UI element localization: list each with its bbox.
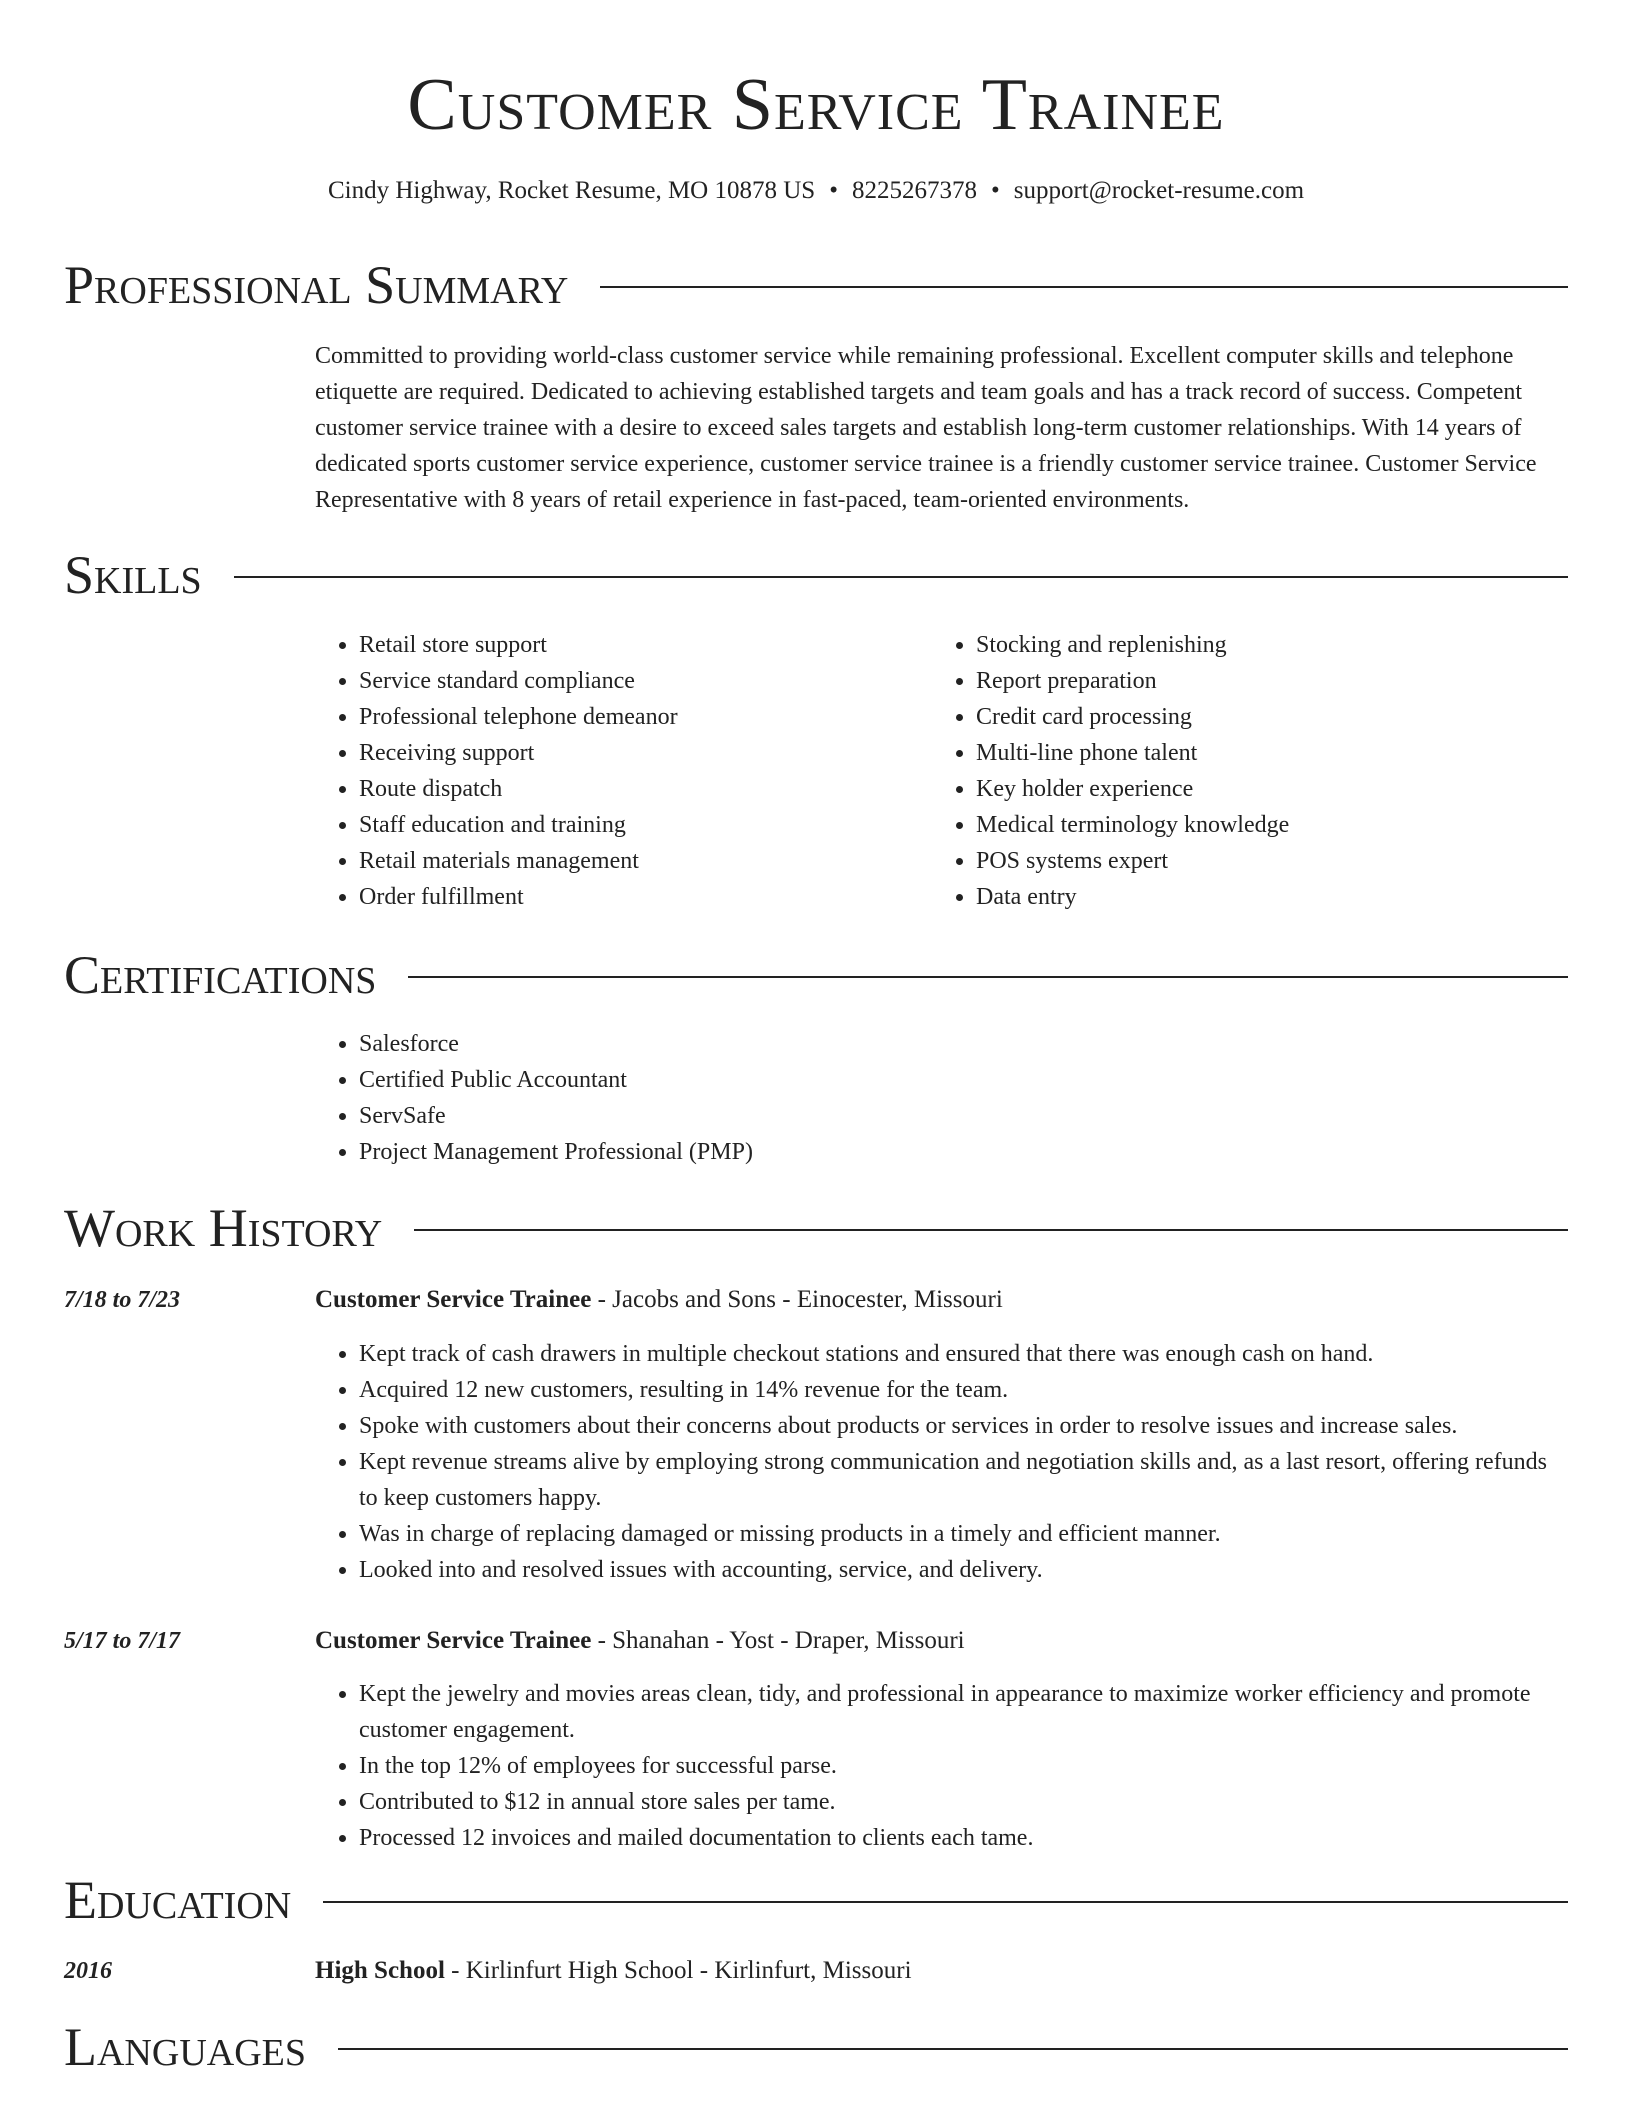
job-bullet-item: • Contributed to $12 in annual store sales per tame. — [359, 1784, 1565, 1820]
job-bullet-item: • Kept track of cash drawers in multiple checkout stations and ensured that there was enough cash on hand. — [359, 1336, 1565, 1372]
section-title-work-history: Work History — [64, 1198, 383, 1258]
job-bullet-item: • Spoke with customers about their concerns about products or services in order to resolve issues and increase sales. — [359, 1408, 1565, 1444]
education-degree: High School — [315, 1957, 445, 1984]
skill-item: • Retail store support — [359, 627, 932, 663]
section-title-education: Education — [64, 1870, 292, 1930]
job-bullet-item: • Kept the jewelry and movies areas clean, tidy, and professional in appearance to maximize worker efficiency and promote customer engagement. — [359, 1676, 1565, 1748]
certification-list — [315, 1026, 1565, 1170]
section-divider — [600, 286, 1568, 288]
certification-item: • Salesforce — [359, 1026, 1565, 1062]
section-header-summary — [64, 250, 1568, 320]
skill-list — [932, 627, 1549, 915]
job-bullet-list — [315, 1676, 1565, 1856]
resume-title: Customer Service Trainee — [407, 64, 1225, 146]
skill-item: • POS systems expert — [976, 843, 1549, 879]
job-heading — [315, 1282, 1003, 1318]
summary-text: Committed to providing world-class customer service while remaining professional. Excellent computer skills and telephone etiquette are required. Dedicated to achieving established targets and team goals and has a track record of success. Competent customer service trainee with a desire to exceed sales targets and establish long-term customer relationships. With 14 years of dedicated sports customer service experience, customer service trainee is a friendly customer service trainee. Customer Service Representative with 8 years of retail experience in fast-paced, team-oriented environments. — [315, 343, 1537, 513]
education-heading — [315, 1953, 912, 1989]
contact-address: Cindy Highway, Rocket Resume, MO 10878 US — [327, 177, 816, 204]
section-divider — [323, 1901, 1568, 1903]
job-heading — [315, 1623, 965, 1659]
job-employer: - Jacobs and Sons - Einocester, Missouri — [591, 1286, 1003, 1313]
skill-item: • Retail materials management — [359, 843, 932, 879]
job-bullet-item: • Kept revenue streams alive by employing strong communication and negotiation skills and, as a last resort, offering refunds to keep customers happy. — [359, 1444, 1565, 1516]
section-title-certifications: Certifications — [64, 945, 377, 1005]
skill-item: • Order fulfillment — [359, 879, 932, 915]
skills-column-left — [315, 627, 932, 915]
job-bullets — [315, 1676, 1565, 1856]
job-title: Customer Service Trainee — [315, 1286, 592, 1313]
section-divider — [414, 1229, 1568, 1231]
skills-list — [315, 627, 1565, 915]
section-header-skills — [64, 540, 1568, 610]
contact-separator: • — [990, 177, 1000, 204]
job-bullet-list — [315, 1336, 1565, 1588]
section-divider — [338, 2048, 1568, 2050]
job-employer: - Shanahan - Yost - Draper, Missouri — [591, 1627, 965, 1654]
job-dates: 7/18 to 7/23 — [64, 1287, 181, 1313]
section-title-summary: Professional Summary — [64, 255, 569, 315]
section-title-skills: Skills — [64, 545, 202, 605]
section-divider — [408, 976, 1568, 978]
education-year: 2016 — [64, 1958, 112, 1984]
education-school: - Kirlinfurt High School - Kirlinfurt, Missouri — [444, 1957, 912, 1984]
job-bullets — [315, 1336, 1565, 1588]
job-bullet-item: • Acquired 12 new customers, resulting in 14% revenue for the team. — [359, 1372, 1565, 1408]
skill-item: • Professional telephone demeanor — [359, 699, 932, 735]
section-header-work-history — [64, 1193, 1568, 1263]
job-bullet-item: • Processed 12 invoices and mailed documentation to clients each tame. — [359, 1820, 1565, 1856]
skill-item: • Report preparation — [976, 663, 1549, 699]
job-dates: 5/17 to 7/17 — [64, 1628, 181, 1654]
skill-item: • Receiving support — [359, 735, 932, 771]
certification-item: • ServSafe — [359, 1098, 1565, 1134]
contact-phone: 8225267378 — [851, 177, 977, 204]
contact-line — [0, 174, 1632, 208]
job-bullet-item: • In the top 12% of employees for successful parse. — [359, 1748, 1565, 1784]
section-title-languages: Languages — [64, 2017, 306, 2077]
contact-email: support@rocket-resume.com — [1013, 177, 1305, 204]
section-header-languages — [64, 2012, 1568, 2082]
skills-column-right — [932, 627, 1549, 915]
skill-item: • Medical terminology knowledge — [976, 807, 1549, 843]
section-header-certifications — [64, 940, 1568, 1010]
skill-item: • Staff education and training — [359, 807, 932, 843]
contact-separator: • — [829, 177, 838, 204]
skill-item: • Service standard compliance — [359, 663, 932, 699]
job-bullet-item: • Looked into and resolved issues with accounting, service, and delivery. — [359, 1552, 1565, 1588]
skill-item: • Route dispatch — [359, 771, 932, 807]
skill-item: • Multi-line phone talent — [976, 735, 1549, 771]
section-divider — [234, 576, 1568, 578]
skill-item: • Credit card processing — [976, 699, 1549, 735]
skill-item: • Stocking and replenishing — [976, 627, 1549, 663]
job-bullet-item: • Was in charge of replacing damaged or missing products in a timely and efficient manner. — [359, 1516, 1565, 1552]
skill-item: • Data entry — [976, 879, 1549, 915]
skill-list — [315, 627, 932, 915]
certification-item: • Project Management Professional (PMP) — [359, 1134, 1565, 1170]
section-header-education — [64, 1865, 1568, 1935]
certification-item: • Certified Public Accountant — [359, 1062, 1565, 1098]
certifications-list — [315, 1026, 1565, 1170]
job-title: Customer Service Trainee — [315, 1627, 592, 1654]
skill-item: • Key holder experience — [976, 771, 1549, 807]
